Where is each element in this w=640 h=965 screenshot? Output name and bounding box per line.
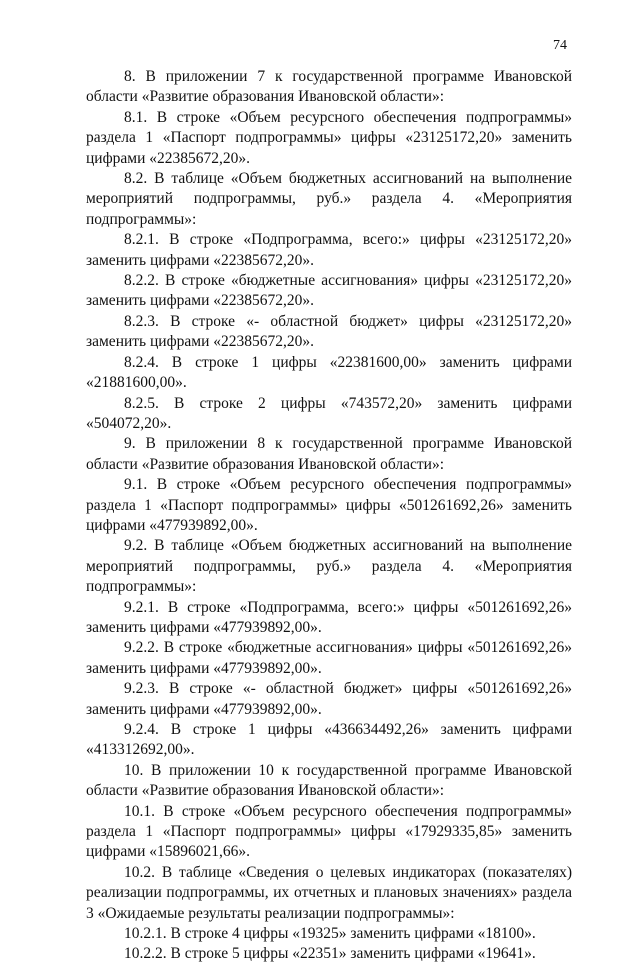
paragraph-10-1: 10.1. В строке «Объем ресурсного обеспечения подпрограммы» раздела 1 «Паспорт подпрограммы» цифры «17929335,85» заменить цифрами «15896021,66». — [86, 802, 572, 861]
paragraph-10-2-2: 10.2.2. В строке 5 цифры «22351» заменить цифрами «19641». — [124, 945, 536, 963]
paragraph-9-1: 9.1. В строке «Объем ресурсного обеспечения подпрограммы» раздела 1 «Паспорт подпрограммы» цифры «501261692,26» заменить цифрами «477939892,00». — [86, 476, 572, 534]
paragraph-10-2: 10.2. В таблице «Сведения о целевых индикаторах (показателях) реализации подпрограммы, их отчетных и плановых значениях» раздела 3 «Ожидаемые результаты реализации подпрограммы»: — [86, 863, 572, 922]
paragraph-8-2-4: 8.2.4. В строке 1 цифры «22381600,00» заменить цифрами «21881600,00». — [86, 353, 572, 392]
paragraph-9-2: 9.2. В таблице «Объем бюджетных ассигнований на выполнение мероприятий подпрограммы, руб.» раздела 4. «Мероприятия подпрограммы»: — [86, 537, 572, 596]
paragraph-8: 8. В приложении 7 к государственной программе Ивановской области «Развитие образования Ивановской области»: — [86, 68, 572, 106]
page-number: 74 — [553, 38, 567, 53]
paragraph-8-2-3: 8.2.3. В строке «- областной бюджет» цифры «23125172,20» заменить цифрами «22385672,20». — [86, 312, 572, 351]
paragraph-9-2-2: 9.2.2. В строке «бюджетные ассигнования» цифры «501261692,26» заменить цифрами «477939892,00». — [86, 639, 572, 677]
paragraph-9: 9. В приложении 8 к государственной программе Ивановской области «Развитие образования Ивановской области»: — [86, 435, 572, 473]
paragraph-9-2-1: 9.2.1. В строке «Подпрограмма, всего:» цифры «501261692,26» заменить цифрами «477939892,00». — [86, 598, 572, 636]
paragraph-8-2-2: 8.2.2. В строке «бюджетные ассигнования» цифры «23125172,20» заменить цифрами «22385672,20». — [86, 272, 572, 310]
document-body — [86, 67, 572, 965]
paragraph-10-2-1: 10.2.1. В строке 4 цифры «19325» заменить цифрами «18100». — [124, 925, 536, 943]
paragraph-9-2-4: 9.2.4. В строке 1 цифры «436634492,26» заменить цифрами «413312692,00». — [86, 721, 572, 759]
paragraph-10: 10. В приложении 10 к государственной программе Ивановской области «Развитие образования Ивановской области»: — [86, 761, 572, 800]
paragraph-8-1: 8.1. В строке «Объем ресурсного обеспечения подпрограммы» раздела 1 «Паспорт подпрограммы» цифры «23125172,20» заменить цифрами «22385672,20». — [86, 108, 572, 167]
paragraph-9-2-3: 9.2.3. В строке «- областной бюджет» цифры «501261692,26» заменить цифрами «477939892,00». — [86, 680, 572, 718]
paragraph-8-2-1: 8.2.1. В строке «Подпрограмма, всего:» цифры «23125172,20» заменить цифрами «22385672,20». — [86, 231, 572, 269]
paragraph-8-2-5: 8.2.5. В строке 2 цифры «743572,20» заменить цифрами «504072,20». — [86, 394, 572, 432]
paragraph-8-2: 8.2. В таблице «Объем бюджетных ассигнований на выполнение мероприятий подпрограммы, руб.» раздела 4. «Мероприятия подпрограммы»: — [86, 170, 572, 228]
